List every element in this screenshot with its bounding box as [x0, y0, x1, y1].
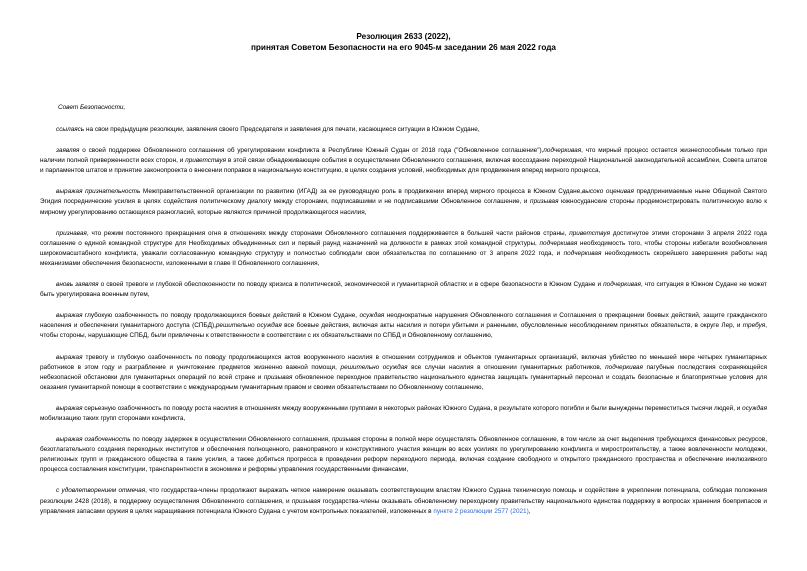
paragraph-text: государства-члены оказывать обновленному переходному правительству национального единства поддержку в вопросах хранения боеприпасов и управления запасами оружия в целях наращивания потенциала Южного Судана с учетом контрольных показателей, изложенных в [40, 497, 767, 515]
paragraph-emphasis: решительно осуждая [340, 363, 408, 371]
paragraph-emphasis: призывая [331, 436, 361, 444]
paragraph-lead: выражая [56, 312, 83, 320]
paragraph-text: о своей поддержке Обновленного соглашения об урегулировании конфликта в Республике Южный Судан от 2018 года ("Обновленное соглашение"), [79, 147, 544, 155]
paragraph-text: , чтобы стороны, нарушающие СПБД, были привлечены к ответственности в соответствии с их обязательствами по СПБД и Обновленному соглашению, [40, 322, 767, 340]
paragraph-lead: ссылаясь [56, 126, 85, 133]
paragraph-emphasis: приветствуя [185, 157, 227, 165]
preamble-paragraph-3 [40, 187, 767, 217]
paragraph-text: достигнутое этими сторонами 3 апреля 2022 года соглашение о единой командной структуре для Необходимых объединенных сил и первый раунд назначений на должности в рамках этой командной структуры, [40, 229, 767, 247]
paragraph-text: стороны в полной мере осуществлять Обновленное соглашение, в том числе за счет выделения требующихся финансовых ресурсов, безотлагательного создания переходных институтов и обеспечения полноценного, равноправного и конструктивного участия женщин во всех усилиях по урегулированию конфликта и миростроительству, а также вовлеченности молодежи, религиозных групп и гражданского общества в такие усилия, а также добиться прогресса в проведении реформ переходного периода, включая создание свободного и открытого гражданского пространства и обеспечение инклюзивного процесса составления конституции, транспарентности в экономике и реформы управления государственными финансами, [40, 436, 767, 474]
paragraph-lead: заявляя [56, 147, 80, 155]
paragraph-text: тревогу и глубокую озабоченность по поводу продолжающихся актов вооруженного насилия в отношении сотрудников и объектов гуманитарных организаций, включая убийство по меньшей мере четырех гуманитарных работников в этом году и разграбление и уничтожение предметов жизненно важной помощи, [40, 353, 767, 371]
paragraph-text: Межправительственной организации по развитию (ИГАД) за ее руководящую роль в продвижении вперед мирного процесса в Южном Судане, [140, 188, 582, 196]
preamble-paragraph-8 [40, 404, 767, 424]
paragraph-text: , что мирный процесс остается жизнеспособным только при наличии полной приверженности всех сторон, и [40, 147, 767, 165]
paragraph-emphasis: решительно осуждая [215, 322, 282, 330]
paragraph-emphasis: подчеркивая [539, 239, 578, 247]
paragraph-text: , что режим постоянного прекращения огня в отношениях между сторонами Обновленного соглашения поддерживается в большей части районов страны, [86, 229, 570, 237]
resolution-subtitle: принятая Советом Безопасности на его 9045-м заседании 26 мая 2022 года [250, 43, 556, 52]
paragraph-emphasis: осуждая [742, 404, 767, 412]
paragraph-lead: выражая [56, 353, 83, 361]
paragraph-text: неоднократные нарушения Обновленного соглашения и Соглашения о прекращении боевых действий, защите гражданского населения и обеспечении гуманитарного доступа (СПБД), [40, 312, 767, 330]
paragraph-emphasis: призывая [291, 497, 321, 505]
paragraph-emphasis: приветствуя [569, 229, 611, 237]
paragraph-text: все боевые действия, включая акты насилия и потери убитыми и ранеными, обусловленные несоблюдением принятых обязательств, в округе Лер, и [281, 322, 743, 330]
preamble-paragraph-1 [40, 125, 767, 135]
addressee: Совет Безопасности, [58, 104, 126, 111]
paragraph-text: необходимость того, чтобы стороны избегали возобновления широкомасштабного конфликта, уважали согласованную командную структуру и полностью соблюдали свои обязательства по соглашению от 3 апреля 2022 года, и [40, 239, 767, 257]
paragraph-text: необходимость скорейшего завершения работы над механизмами обеспечения безопасности, изложенными в главе II Обновленного соглашения, [40, 249, 767, 267]
paragraph-emphasis: призывая [530, 198, 559, 206]
preamble-paragraph-4 [40, 229, 767, 269]
paragraph-text: все случаи насилия в отношении гуманитарных работников, [407, 363, 606, 371]
paragraph-lead: вновь заявляя [56, 281, 99, 289]
paragraph-emphasis: осуждая [359, 312, 385, 320]
paragraph-text: глубокую озабоченность по поводу продолжающихся боевых действий в Южном Судане, [82, 312, 360, 320]
paragraph-text: , [528, 507, 531, 515]
paragraph-text: о своей тревоге и глубокой обеспокоенности по поводу кризиса в политической, экономической и гуманитарной областях и в сфере безопасности в Южном Судане и [98, 281, 604, 289]
preamble-paragraph-7 [40, 353, 767, 393]
paragraph-text: по поводу задержек в осуществлении Обновленного соглашения, [130, 436, 332, 444]
paragraph-text: в этой связи обнадеживающие события в осуществлении Обновленного соглашения, включая воссоздание переходной Национальной законодательной ассамблеи, Совета штатов и парламентов штатов и принятие законопроекта о внесении поправок в национальную конституцию, в целях создания условий, необходимых для продвижения вперед мирного процесса, [40, 157, 768, 175]
paragraph-lead: выражая озабоченность [56, 436, 131, 444]
resolution-title: Резолюция 2633 (2022), [356, 32, 451, 41]
resolution-2577-link[interactable]: пункте 2 резолюции 2577 (2021) [433, 507, 529, 515]
paragraph-emphasis: высоко оценивая [581, 188, 634, 196]
paragraph-emphasis: подчеркивая [543, 147, 582, 155]
preamble-paragraph-9 [40, 435, 767, 475]
preamble-paragraph-10 [40, 486, 767, 516]
paragraph-emphasis: подчеркивая [605, 363, 643, 371]
paragraph-emphasis: подчеркивая [603, 281, 641, 289]
paragraph-lead: признавая [56, 229, 87, 237]
paragraph-text: на свои предыдущие резолюции, заявления своего Председателя и заявления для печати, касающиеся ситуации в Южном Судане, [84, 126, 480, 133]
preamble-paragraph-5 [40, 280, 767, 300]
paragraph-text: мобилизацию таких групп сторонами конфликта, [40, 414, 186, 422]
paragraph-text: , что ситуация в Южном Судане не может быть урегулирована военным путем, [40, 281, 767, 299]
paragraph-lead: выражая признательность [56, 188, 141, 196]
paragraph-text: обновленное переходное правительство национального единства защищать гуманитарный персонал и создать безопасные и благоприятные условия для оказания гуманитарной помощи в соответствии с международным гуманитарным правом и своими обязательствами по Обновленному соглашению, [40, 373, 767, 391]
paragraph-emphasis: требуя [742, 322, 766, 330]
paragraph-text: пагубные последствия сохраняющейся небезопасной обстановки для гуманитарных операций по всей стране и [40, 363, 767, 381]
paragraph-text: серьезную озабоченность по поводу роста насилия в отношениях между вооруженными группами в некоторых районах Южного Судана, в результате которого погибли и были вынуждены переместиться тысячи людей, и [82, 404, 743, 412]
paragraph-text: предпринимаемые ныне Общиной Святого Эгидия посреднические усилия в целях содействия политическому диалогу между сторонами, подписавшими и не подписавшими Обновленное соглашение, и [40, 188, 767, 206]
paragraph-lead: выражая [56, 404, 83, 412]
paragraph-text: южносуданские стороны продемонстрировать политическую волю к мирному урегулированию остающихся разногласий, которые являются причиной продолжающегося насилия, [40, 198, 767, 216]
preamble-paragraph-6 [40, 311, 767, 341]
preamble-paragraph-2 [40, 146, 767, 176]
paragraph-text: , что государства-члены продолжают выражать четкое намерение оказывать соответствующим властям Южного Судана техническую помощь и содействие в укреплении потенциала, соблюдая положения резолюции 2428 (2018), в поддержку осуществления Обновленного соглашения, и [40, 487, 767, 505]
paragraph-lead: с удовлетворением отмечая [56, 487, 146, 495]
paragraph-emphasis: призывая [263, 373, 293, 381]
paragraph-emphasis: подчеркивая [563, 249, 602, 257]
